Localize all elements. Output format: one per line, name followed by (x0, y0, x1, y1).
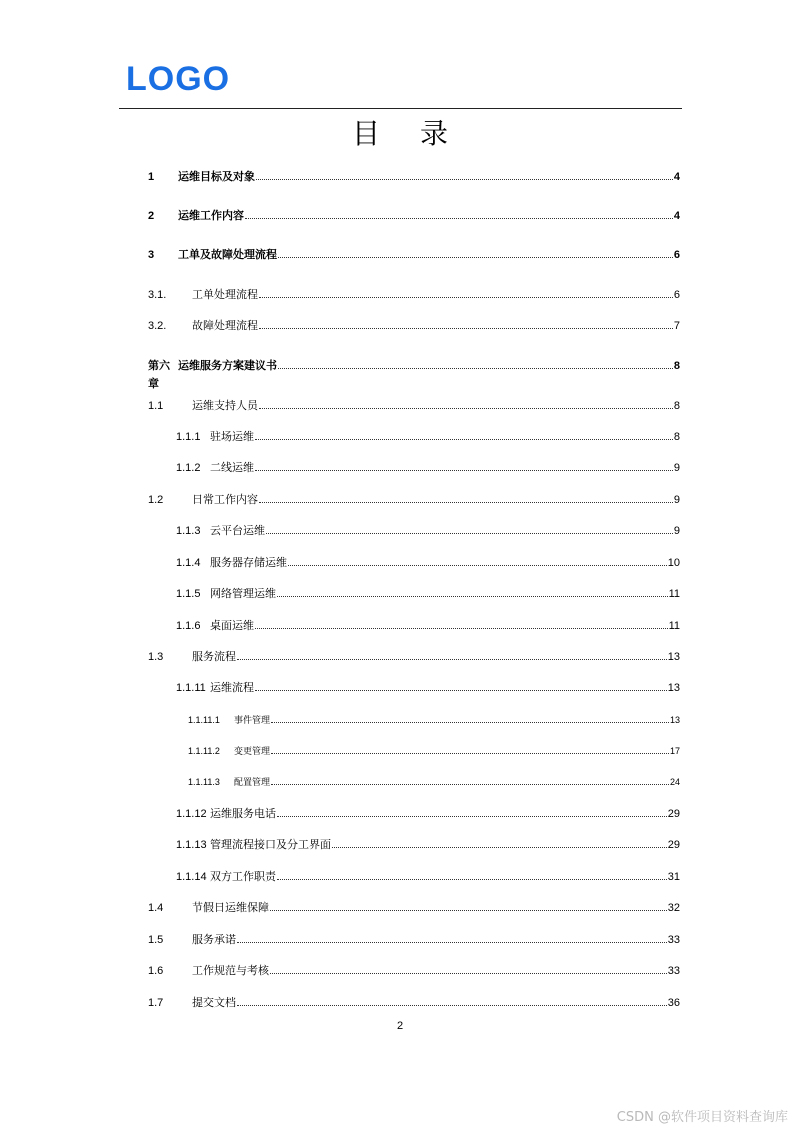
toc-entry-number: 1.1 (148, 400, 164, 412)
toc-dot-leader (259, 397, 673, 409)
toc-dot-leader (245, 207, 673, 219)
toc-entry[interactable] (148, 648, 680, 666)
toc-entry-number: 3.1. (148, 289, 167, 301)
toc-entry-page: 33 (667, 965, 680, 977)
toc-entry[interactable] (148, 357, 680, 390)
toc-dot-leader (270, 962, 667, 974)
toc-dot-leader (332, 836, 667, 848)
toc-entry-title: 二线运维 (210, 461, 254, 474)
toc-dot-leader (266, 522, 673, 534)
toc-dot-leader (271, 711, 669, 723)
toc-entry-page: 8 (673, 431, 680, 443)
toc-entry-page: 36 (667, 997, 680, 1009)
toc-entry-number: 1.6 (148, 965, 164, 977)
toc-entry-number: 1.1.13 (176, 839, 207, 851)
toc-dot-leader (277, 805, 667, 817)
toc-entry[interactable] (176, 585, 680, 603)
toc-entry-number: 1.7 (148, 997, 164, 1009)
toc-entry-number: 2 (148, 210, 155, 222)
toc-entry[interactable] (148, 491, 680, 509)
toc-entry-page: 17 (669, 746, 680, 756)
toc-dot-leader (271, 773, 669, 785)
toc-entry-number: 1.1.11.1 (188, 715, 220, 725)
toc-entry-number: 3 (148, 249, 155, 261)
toc-entry-page: 6 (673, 289, 680, 301)
toc-entry-title: 工作规范与考核 (192, 964, 269, 977)
toc-dot-leader (259, 286, 673, 298)
toc-dot-leader (255, 679, 667, 691)
toc-entry-number: 1.3 (148, 651, 164, 663)
toc-entry-number: 1.1.3 (176, 525, 201, 537)
toc-entry-number: 1.1.12 (176, 808, 207, 820)
toc-dot-leader (255, 617, 668, 629)
toc-entry-number: 1.1.11 (176, 682, 206, 694)
toc-dot-leader (255, 428, 673, 440)
toc-entry-number: 1.1.4 (176, 557, 201, 569)
toc-entry[interactable] (176, 617, 680, 635)
toc-entry[interactable] (148, 931, 680, 949)
toc-entry-title: 工单处理流程 (192, 288, 258, 301)
toc-dot-leader (278, 357, 673, 369)
toc-entry[interactable] (148, 994, 680, 1012)
toc-entry-page: 32 (667, 902, 680, 914)
toc-entry-number: 1 (148, 171, 155, 183)
toc-entry-title: 故障处理流程 (192, 319, 258, 332)
toc-entry[interactable] (148, 962, 680, 980)
toc-entry-page: 7 (673, 320, 680, 332)
toc-entry-title: 节假日运维保障 (192, 901, 269, 914)
toc-entry[interactable] (148, 168, 680, 186)
toc-entry[interactable] (176, 805, 680, 823)
toc-entry-title: 云平台运维 (210, 524, 265, 537)
toc-entry[interactable] (176, 554, 680, 572)
toc-entry-title: 服务器存储运维 (210, 556, 287, 569)
toc-title: 目录 (351, 117, 488, 150)
toc-entry-page: 13 (669, 715, 680, 725)
toc-entry-title: 运维流程 (210, 681, 254, 694)
toc-dot-leader (259, 317, 673, 329)
toc-dot-leader (271, 742, 669, 754)
toc-entry-title: 提交文档 (192, 996, 236, 1009)
watermark: CSDN @软件项目资料查询库 (616, 1110, 788, 1125)
toc-dot-leader (237, 931, 667, 943)
toc-entry-page: 8 (673, 400, 680, 412)
toc-entry-number: 1.5 (148, 934, 164, 946)
toc-dot-leader (288, 554, 667, 566)
toc-entry-title: 服务流程 (192, 650, 236, 663)
toc-entry[interactable] (188, 773, 680, 791)
toc-dot-leader (259, 491, 673, 503)
toc-entry-page: 6 (673, 249, 680, 261)
toc-entry-page: 11 (668, 620, 680, 632)
toc-dot-leader (278, 246, 673, 258)
toc-entry-page: 13 (667, 651, 680, 663)
toc-entry-number: 第六章 (148, 360, 170, 390)
toc-entry-number: 1.1.1 (176, 431, 201, 443)
toc-entry-page: 4 (673, 171, 680, 183)
toc-entry-title: 运维工作内容 (178, 209, 244, 222)
toc-entry-title: 事件管理 (234, 716, 271, 726)
toc-entry[interactable] (176, 836, 680, 854)
toc-dot-leader (277, 868, 667, 880)
toc-entry-title: 运维目标及对象 (178, 170, 255, 183)
toc-entry[interactable] (148, 899, 680, 917)
toc-entry[interactable] (148, 207, 680, 225)
toc-entry-number: 1.1.2 (176, 462, 201, 474)
toc-entry-number: 1.1.5 (176, 588, 201, 600)
toc-entry-page: 13 (667, 682, 680, 694)
toc-entry-title: 变更管理 (234, 747, 271, 757)
toc-entry[interactable] (176, 459, 680, 477)
toc-entry-page: 9 (673, 462, 680, 474)
toc-dot-leader (270, 899, 667, 911)
toc-entry-title: 配置管理 (234, 778, 271, 788)
toc-dot-leader (256, 168, 673, 180)
toc-entry-title: 日常工作内容 (192, 493, 258, 506)
toc-dot-leader (255, 459, 673, 471)
toc-entry-number: 1.1.11.3 (188, 777, 220, 787)
toc-entry-number: 1.2 (148, 494, 164, 506)
toc-entry-page: 29 (667, 808, 680, 820)
toc-entry[interactable] (188, 711, 680, 729)
toc-entry-page: 10 (667, 557, 680, 569)
toc-entry-page: 9 (673, 525, 680, 537)
toc-entry-title: 双方工作职责 (210, 870, 276, 883)
toc-entry-title: 桌面运维 (210, 619, 254, 632)
toc-entry[interactable] (176, 679, 680, 697)
toc-entry-number: 3.2. (148, 320, 167, 332)
header-rule (119, 108, 682, 109)
toc-entry-page: 9 (673, 494, 680, 506)
toc-dot-leader (237, 648, 667, 660)
toc-entry[interactable] (176, 428, 680, 446)
toc-dot-leader (237, 994, 667, 1006)
toc-entry-page: 33 (667, 934, 680, 946)
toc-entry-title: 服务承诺 (192, 933, 236, 946)
toc-entry[interactable] (148, 246, 680, 264)
page-number: 2 (396, 1020, 404, 1032)
logo: LOGO (126, 60, 231, 98)
toc-entry-number: 1.4 (148, 902, 164, 914)
toc-entry-number: 1.1.6 (176, 620, 201, 632)
toc-entry-title: 运维服务方案建议书 (178, 359, 277, 372)
toc-entry-title: 运维服务电话 (210, 807, 276, 820)
toc-dot-leader (277, 585, 668, 597)
toc-entry-page: 11 (668, 588, 680, 600)
toc-entry[interactable] (176, 868, 680, 886)
toc-entry[interactable] (188, 742, 680, 760)
toc-entry[interactable] (148, 286, 680, 304)
toc-entry-page: 8 (673, 360, 680, 372)
toc-entry[interactable] (176, 522, 680, 540)
toc-entry-page: 31 (667, 871, 680, 883)
toc-entry-title: 管理流程接口及分工界面 (210, 838, 331, 851)
toc-entry[interactable] (148, 317, 680, 335)
toc-entry-title: 工单及故障处理流程 (178, 248, 277, 261)
toc-entry-page: 29 (667, 839, 680, 851)
toc-entry-title: 网络管理运维 (210, 587, 276, 600)
toc-entry-page: 24 (669, 777, 680, 787)
toc-entry-number: 1.1.11.2 (188, 746, 220, 756)
toc-entry-page: 4 (673, 210, 680, 222)
toc-entry-number: 1.1.14 (176, 871, 207, 883)
toc-entry[interactable] (148, 397, 680, 415)
toc-entry-title: 驻场运维 (210, 430, 254, 443)
toc-entry-title: 运维支持人员 (192, 399, 258, 412)
